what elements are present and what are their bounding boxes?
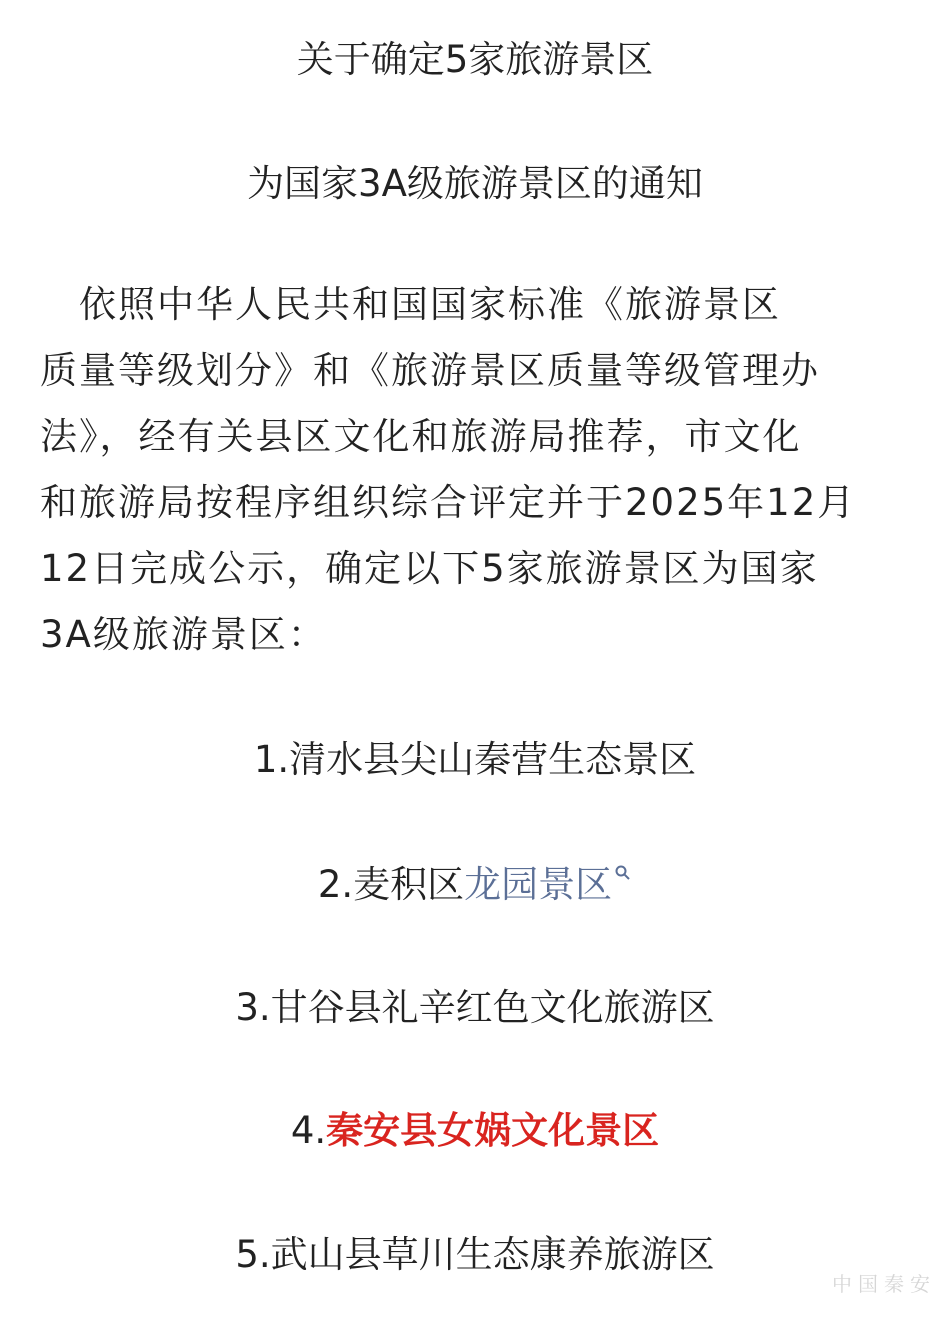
scenic-item-2-prefix: 2.麦积区 [317, 863, 465, 906]
body-line-5: 12日完成公示，确定以下5家旅游景区为国家 [40, 547, 819, 590]
body-line-6: 3A级旅游景区： [40, 613, 327, 656]
search-icon[interactable] [614, 864, 632, 882]
body-line-2: 质量等级划分》和《旅游景区质量等级管理办 [40, 349, 820, 392]
notice-title-line-1: 关于确定5家旅游景区 [296, 38, 654, 81]
scenic-item-2 [0, 862, 950, 908]
watermark: 中国秦安 [832, 1272, 936, 1296]
notice-body-paragraph [40, 272, 920, 668]
scenic-item-1: 1.清水县尖山秦营生态景区 [253, 738, 697, 781]
notice-title-line-2: 为国家3A级旅游景区的通知 [247, 162, 703, 205]
body-line-4: 和旅游局按程序组织综合评定并于2025年12月 [40, 481, 857, 524]
scenic-item-5: 5.武山县草川生态康养旅游区 [235, 1233, 715, 1276]
scenic-item-4-prefix: 4. [290, 1109, 327, 1152]
body-line-3: 法》，经有关县区文化和旅游局推荐，市文化 [40, 415, 802, 458]
scenic-item-4 [0, 1108, 950, 1154]
scenic-item-4-name: 秦安县女娲文化景区 [326, 1109, 660, 1152]
scenic-item-2-link[interactable]: 龙园景区 [464, 863, 613, 906]
scenic-item-3: 3.甘谷县礼辛红色文化旅游区 [235, 986, 715, 1029]
body-line-1: 依照中华人民共和国国家标准《旅游景区 [40, 283, 781, 326]
